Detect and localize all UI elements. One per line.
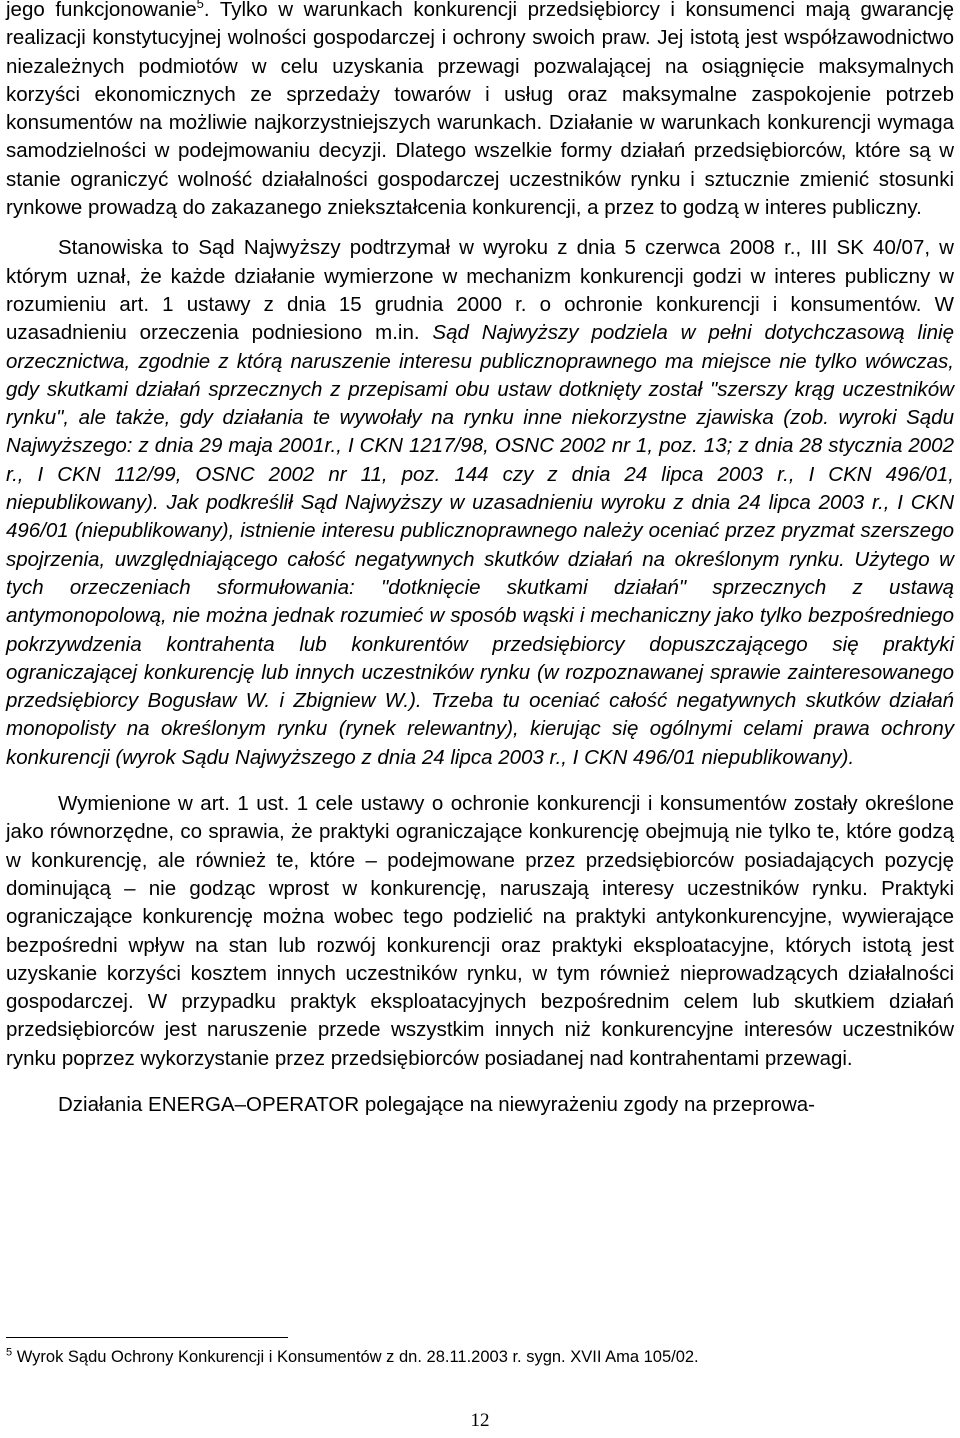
- page-number: 12: [470, 1410, 490, 1431]
- paragraph-3: Wymienione w art. 1 ust. 1 cele ustawy o ochronie konkurencji i konsumentów zostały określone jako równorzędne, co sprawia, że praktyki ograniczające konkurencję obejmują nie tylko te, które godzą w konkurencję, ale również te, które – podejmowane przez przedsiębiorców posiadających pozycję dominującą – nie godząc wprost w konkurencję, naruszają interesy uczestników rynku. Praktyki ograniczające konkurencję można wobec tego podzielić na praktyki antykonkurencyjne, wywierające bezpośredni wpływ na stan lub rozwój konkurencji oraz praktyki eksploatacyjne, których istotą jest uzyskanie korzyści kosztem innych uczestników rynku, w tym również nieprowadzących działalności gospodarczej. W przypadku praktyk eksploatacyjnych bezpośrednim celem lub skutkiem działań przedsiębiorców jest naruszenie przede wszystkim innych niż konkurencyjne interesów uczestników rynku poprzez wykorzystanie przez przedsiębiorców posiadanej nad kontrahentami przewagi.: [6, 792, 954, 1070]
- paragraph-1: [6, 0, 954, 222]
- footnote-text: Wyrok Sądu Ochrony Konkurencji i Konsumentów z dn. 28.11.2003 r. sygn. XVII Ama 105/02.: [16, 1348, 699, 1366]
- footnote-separator: [6, 1337, 288, 1338]
- body-text: [6, 0, 954, 1119]
- footnote-reference[interactable]: 5: [196, 0, 204, 12]
- paragraph-2-text: Stanowiska to Sąd Najwyższy podtrzymał w wyroku z dnia 5 czerwca 2008 r., III SK 40/07, w którym uznał, że każde działanie wymierzone w mechanizm konkurencji godzi w interes publiczny w rozumieniu art. 1 ustawy z dnia 15 grudnia 2000 r. o ochronie konkurencji i konsumentów. W uzasadnieniu orzeczenia podniesiono m.in.: [6, 236, 954, 345]
- paragraph-2: [6, 234, 954, 772]
- paragraph-2-quote: Sąd Najwyższy podziela w pełni dotychczasową linię orzecznictwa, zgodnie z którą naruszenie interesu publicznoprawnego ma miejsce nie tylko wówczas, gdy skutkami działań sprzecznych z przepisami obu ustaw dotknięty został "szerszy krąg uczestników rynku", ale także, gdy działania te wywołały na rynku inne niekorzystne zjawiska (zob. wyroki Sądu Najwyższego: z dnia 29 maja 2001r., I CKN 1217/98, OSNC 2002 nr 1, poz. 13; z dnia 28 stycznia 2002 r., I CKN 112/99, OSNC 2002 nr 11, poz. 144 czy z dnia 24 lipca 2003 r., I CKN 496/01, niepublikowany). Jak podkreślił Sąd Najwyższy w uzasadnieniu wyroku z dnia 24 lipca 2003 r., I CKN 496/01 (niepublikowany), istnienie interesu publicznoprawnego należy oceniać przez pryzmat szerszego spojrzenia, uwzględniającego całość negatywnych skutków działań na określonym rynku. Użytego w tych orzeczeniach sformułowania: "dotknięcie skutkami działań" sprzecznych z ustawą antymonopolową, nie można jednak rozumieć w sposób wąski i mechaniczny jako tylko bezpośredniego pokrzywdzenia kontrahenta lub konkurentów przedsiębiorcy dopuszczającego się praktyki ograniczającej konkurencję lub innych uczestników rynku (w rozpoznawanej sprawie zainteresowanego przedsiębiorcy Bogusław W. i Zbigniew W.). Trzeba tu oceniać całość negatywnych skutków działań monopolisty na określonym rynku (rynek relewantny), kierując się ogólnymi celami prawa ochrony konkurencji (wyrok Sądu Najwyższego z dnia 24 lipca 2003 r., I CKN 496/01 niepublikowany).: [6, 321, 954, 769]
- paragraph-4: Działania ENERGA–OPERATOR polegające na niewyrażeniu zgody na przeprowa-: [58, 1092, 815, 1116]
- paragraph-1-text-a: jego funkcjonowanie: [6, 0, 197, 21]
- paragraph-1-text-b: . Tylko w warunkach konkurencji przedsiębiorcy i konsumenci mają gwarancję realizacji konstytucyjnej wolności gospodarczej i ochrony swoich praw. Jej istotą jest współzawodnictwo niezależnych podmiotów w celu uzyskania przewagi pozwalającej na osiągnięcie maksymalnych korzyści ekonomicznych ze sprzedaży towarów i usług oraz maksymalne zaspokojenie potrzeb konsumentów na możliwie najkorzystniejszych warunkach. Działanie w warunkach konkurencji wymaga samodzielności w podejmowaniu decyzji. Dlatego wszelkie formy działań przedsiębiorców, które są w stanie ograniczyć wolność działalności gospodarczej uczestników rynku i sztucznie zmienić stosunki rynkowe prowadzą do zakazanego zniekształcenia konkurencji, a przez to godzą w interes publiczny.: [6, 0, 954, 220]
- footnote: [6, 1346, 954, 1368]
- footnote-number: 5: [6, 1346, 13, 1359]
